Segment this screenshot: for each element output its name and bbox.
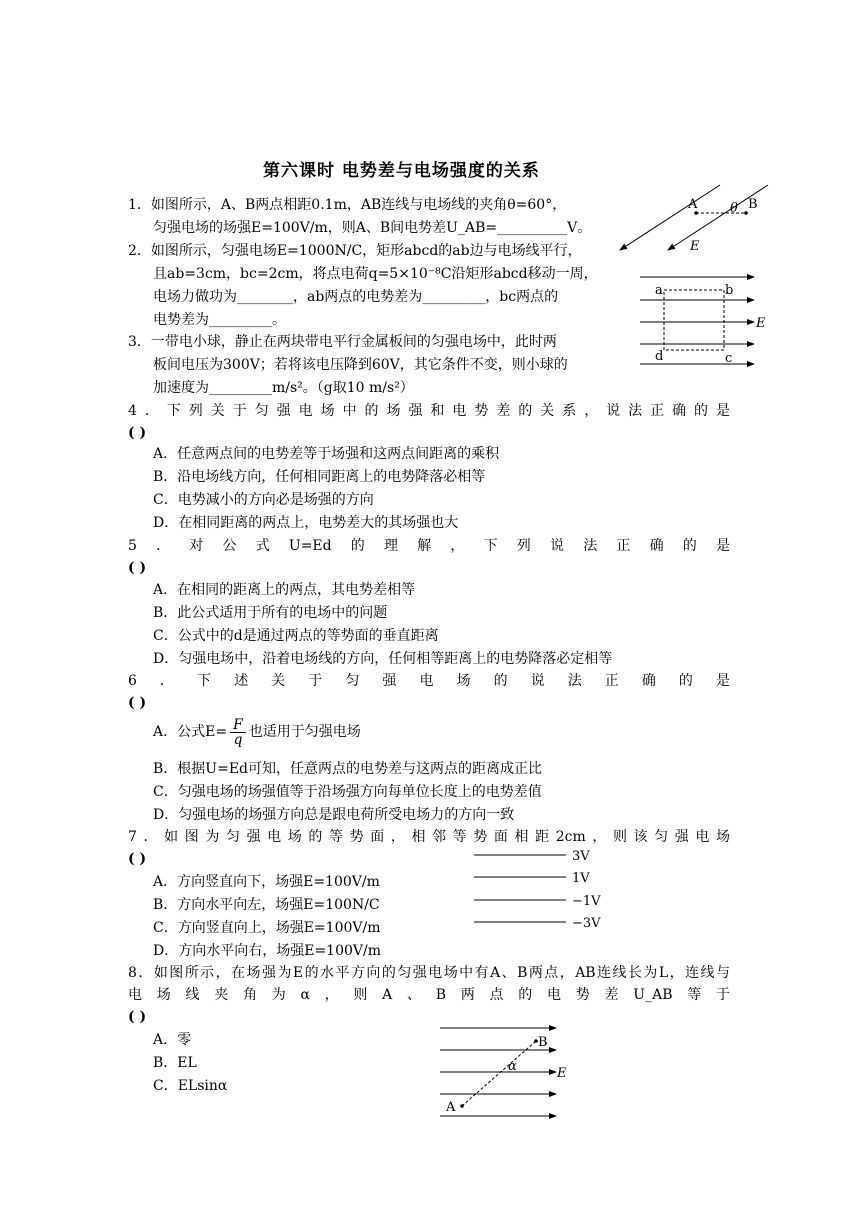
question-7-option-a: A．方向竖直向下，场强E=100V/m: [153, 874, 380, 890]
question-7-paren: ( ): [128, 851, 147, 867]
label-a: A: [688, 197, 698, 212]
question-2-line-3: 电场力做功为________，ab两点的电势差为_________，bc两点的: [153, 289, 559, 305]
option-a-suffix: 也适用于匀强电场: [248, 724, 361, 740]
rectangle-abcd: [664, 290, 724, 350]
question-4-option-a: A．任意两点间的电势差等于场强和这两点间距离的乘积: [153, 446, 500, 462]
question-4-option-b: B．沿电场线方向，任何相同距离上的电势降落必相等: [153, 469, 486, 485]
level-label-4: −3V: [572, 916, 601, 931]
question-5-option-b: B．此公式适用于所有的电场中的问题: [153, 605, 388, 621]
option-a-prefix: A．公式E=: [153, 724, 228, 740]
label-c: c: [725, 351, 733, 366]
question-6-option-b: B．根据U=Ed可知，任意两点的电势差与这两点的距离成正比: [153, 761, 542, 777]
label-b: B: [538, 1035, 548, 1050]
label-e: E: [756, 316, 766, 331]
question-6-option-c: C．匀强电场的场强值等于沿场强方向每单位长度上的电势差值: [153, 784, 542, 800]
question-6-stem: 6．下述关于匀强电场的说法正确的是: [128, 673, 730, 689]
question-5-stem: 5．对公式U=Ed的理解，下列说法正确的是: [128, 538, 730, 554]
fraction-denominator: q: [233, 731, 243, 748]
label-e: E: [690, 239, 700, 254]
question-3-line-2: 板间电压为300V；若将该电压降到60V，其它条件不变，则小球的: [153, 357, 568, 373]
label-alpha: α: [508, 1059, 517, 1074]
level-label-1: 3V: [572, 849, 590, 864]
question-8-option-a: A．零: [153, 1032, 192, 1048]
question-3-line-1: 3．一带电小球，静止在两块带电平行金属板间的匀强电场中，此时两: [128, 334, 557, 350]
page-title: 第六课时 电势差与电场强度的关系: [263, 161, 540, 181]
fraction-numerator: F: [230, 718, 246, 733]
label-e: E: [557, 1066, 567, 1081]
question-6-paren: ( ): [128, 695, 147, 711]
field-line-1: [620, 185, 720, 250]
question-5-option-c: C．公式中的d是通过两点的等势面的垂直距离: [153, 628, 439, 644]
label-b: B: [748, 197, 758, 212]
label-d: d: [655, 349, 664, 364]
question-1-line-1: 1．如图所示，A、B两点相距0.1m，AB连线与电场线的夹角θ=60°，: [128, 197, 567, 213]
label-theta: θ: [730, 201, 738, 216]
figure-q8-field-diagram: [440, 1020, 580, 1125]
label-a: A: [446, 1100, 456, 1115]
figure-q1-field-diagram: [610, 180, 770, 260]
question-8-option-b: B．EL: [153, 1055, 197, 1071]
field-line-2: [668, 185, 768, 250]
question-8-line-1: 8．如图所示，在场强为E的水平方向的匀强电场中有A、B两点，AB连线长为L，连线与: [128, 965, 730, 981]
question-7-stem: 7．如图为匀强电场的等势面，相邻等势面相距2cm，则该匀强电场: [128, 829, 730, 845]
question-3-line-3: 加速度为_________m/s²。（g取10 m/s²）: [153, 380, 414, 396]
question-8-line-2: 电场线夹角为α，则A、B两点的电势差U_AB等于: [128, 987, 730, 1003]
level-label-2: 1V: [572, 871, 590, 886]
question-2-line-2: 且ab=3cm，bc=2cm，将点电荷q=5×10⁻⁸C沿矩形abcd移动一周，: [153, 266, 598, 282]
label-a: a: [655, 283, 663, 298]
question-6-option-d: D．匀强电场的场强方向总是跟电荷所受电场力的方向一致: [153, 807, 515, 823]
segment-ab: [462, 1041, 536, 1106]
question-7-option-c: C．方向竖直向上，场强E=100V/m: [153, 920, 381, 936]
question-5-option-a: A．在相同的距离上的两点，其电势差相等: [153, 582, 416, 598]
question-2-line-1: 2．如图所示，匀强电场E=1000N/C，矩形abcd的ab边与电场线平行，: [128, 243, 582, 259]
question-5-option-d: D．匀强电场中，沿着电场线的方向，任何相等距离上的电势降落必定相等: [153, 651, 613, 667]
figure-q2-rectangle-diagram: [636, 268, 776, 373]
question-4-option-d: D．在相同距离的两点上，电势差大的其场强也大: [153, 515, 459, 531]
question-1-line-2: 匀强电场的场强E=100V/m，则A、B间电势差U_AB=__________V。: [153, 220, 592, 236]
question-6-option-a: [153, 714, 361, 750]
question-4-option-c: C．电势减小的方向必是场强的方向: [153, 492, 374, 508]
question-8-paren: ( ): [128, 1009, 147, 1025]
level-label-3: −1V: [572, 894, 601, 909]
question-8-option-c: C．ELsinα: [153, 1078, 228, 1094]
question-4-stem: 4．下列关于匀强电场中的场强和电势差的关系，说法正确的是: [128, 403, 730, 419]
question-5-paren: ( ): [128, 560, 147, 576]
point-a: [460, 1104, 464, 1108]
figure-q7-equipotential-diagram: [474, 845, 614, 935]
label-b: b: [725, 283, 734, 298]
question-2-line-4: 电势差为_________。: [153, 312, 286, 328]
question-4-paren: ( ): [128, 425, 147, 441]
question-7-option-b: B．方向水平向左，场强E=100N/C: [153, 897, 380, 913]
question-7-option-d: D．方向水平向右，场强E=100V/m: [153, 943, 381, 959]
fraction-f-over-q: [230, 718, 246, 747]
